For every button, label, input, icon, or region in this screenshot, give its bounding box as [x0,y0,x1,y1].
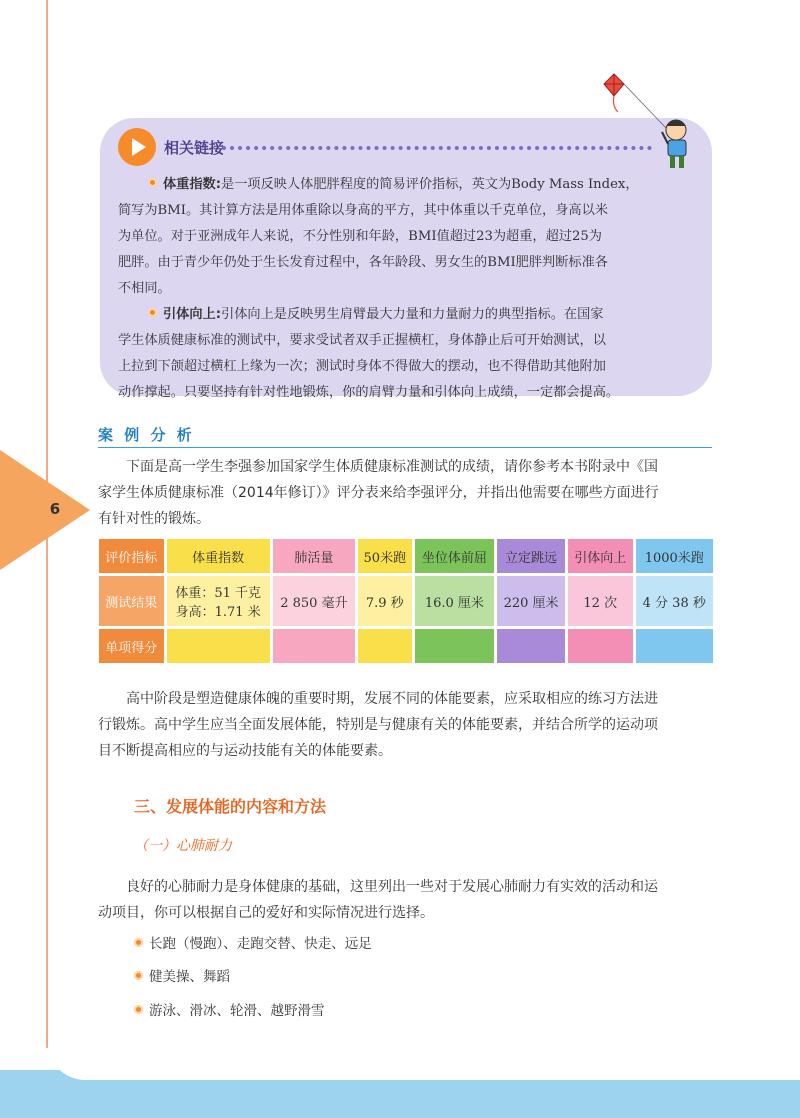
fitness-score-table [96,536,716,666]
body-line: 良好的心肺耐力是身体健康的基础，这里列出一些对于发展心肺耐力有实效的活动和运 [126,879,658,895]
table-cell [167,576,270,626]
table-header-cell: 1000米跑 [636,539,713,573]
list-item-text: 游泳、滑冰、轮滑、越野滑雪 [149,1003,325,1019]
table-header-cell: 肺活量 [273,539,355,573]
score-cell [358,629,412,663]
score-cell [415,629,494,663]
pullup-paragraph [118,302,698,328]
subsection-title: （一）心肺耐力 [134,838,232,854]
score-cell [568,629,633,663]
bullet-icon [134,971,143,980]
table-cell: 2 850 毫升 [273,576,355,626]
page-number: 6 [49,500,61,518]
table-cell: 16.0 厘米 [415,576,494,626]
bullet-icon [134,1005,143,1014]
list-item-text: 健美操、舞蹈 [149,969,230,985]
pullup-keyword: 引体向上: [163,307,222,322]
pullup-text-line: 引体向上是反映男生肩臂最大力量和力量耐力的典型指标。在国家 [221,307,604,322]
bmi-text-line: 肥胖。由于青少年仍处于生长发育过程中，各年龄段、男女生的BMI肥胖判断标准各 [118,255,608,270]
bmi-keyword: 体重指数: [163,177,222,192]
pullup-text-line: 动作撑起。只要坚持有针对性地锻炼，你的肩臂力量和引体向上成绩，一定都会提高。 [118,385,620,400]
section-title: 三、发展体能的内容和方法 [134,797,327,816]
table-row-scores [99,629,713,663]
pullup-text-line: 上拉到下颌超过横杠上缘为一次；测试时身体不得做大的摆动，也不得借助其他附加 [118,359,606,374]
pullup-text-line: 学生体质健康标准的测试中，要求受试者双手正握横杠，身体静止后可开始测试，以 [118,333,606,348]
case-line: 家学生体质健康标准（2014年修订）》评分表来给李强评分，并指出他需要在哪些方面进行 [98,485,659,501]
case-analysis-heading: 案 例 分 析 [98,424,712,448]
play-icon [118,128,156,166]
list-item [134,999,325,1019]
score-cell [497,629,565,663]
related-link-title: 相关链接 [164,138,225,157]
table-row-label: 测试结果 [99,576,164,626]
body-line: 目不断提高相应的与运动技能有关的体能要素。 [98,743,392,759]
table-header-cell: 体重指数 [167,539,270,573]
score-cell [167,629,270,663]
related-link-header [118,128,224,166]
body-line: 高中阶段是塑造健康体魄的重要时期，发展不同的体能要素，应采取相应的练习方法进 [126,691,658,707]
score-cell [273,629,355,663]
table-cell: 220 厘米 [497,576,565,626]
body-line: 行锻炼。高中学生应当全面发展体能，特别是与健康有关的体能要素，并结合所学的运动项 [98,717,658,733]
case-line: 有针对性的锻炼。 [98,511,210,527]
weight-value: 体重：51 千克 [175,586,261,601]
table-header-cell: 评价指标 [99,539,164,573]
list-item [134,932,372,952]
bmi-text-line: 不相同。 [118,281,171,296]
bullet-icon [148,178,157,187]
dotted-divider [222,146,652,150]
body-paragraph [98,686,714,764]
table-cell: 4 分 38 秒 [636,576,713,626]
bullet-icon [148,308,157,317]
bmi-text-line: 是一项反映人体肥胖程度的简易评价指标，英文为Body Mass Index， [221,177,639,192]
related-link-body [118,172,698,406]
bottom-curve [46,1020,800,1080]
table-header-cell: 坐位体前屈 [415,539,494,573]
bmi-text-line: 简写为BMI。其计算方法是用体重除以身高的平方，其中体重以千克单位，身高以米 [118,203,608,218]
boy-flying-kite-illustration [600,72,700,172]
table-header-row [99,539,713,573]
height-value: 身高：1.71 米 [175,605,261,620]
case-paragraph [98,454,714,532]
list-item [134,965,230,985]
table-header-cell: 50米跑 [358,539,412,573]
bmi-paragraph [118,172,698,198]
bmi-text-line: 为单位。对于亚洲成年人来说，不分性别和年龄，BMI值超过23为超重，超过25为 [118,229,602,244]
table-header-cell: 引体向上 [568,539,633,573]
case-line: 下面是高一学生李强参加国家学生体质健康标准测试的成绩，请你参考本书附录中《国 [126,459,658,475]
table-cell: 12 次 [568,576,633,626]
bullet-icon [134,938,143,947]
cardio-paragraph [98,874,714,926]
body-line: 动项目，你可以根据自己的爱好和实际情况进行选择。 [98,905,434,921]
table-row-results [99,576,713,626]
table-cell: 7.9 秒 [358,576,412,626]
table-header-cell: 立定跳远 [497,539,565,573]
table-row-label: 单项得分 [99,629,164,663]
list-item-text: 长跑（慢跑）、走跑交替、快走、远足 [149,936,372,952]
score-cell [636,629,713,663]
